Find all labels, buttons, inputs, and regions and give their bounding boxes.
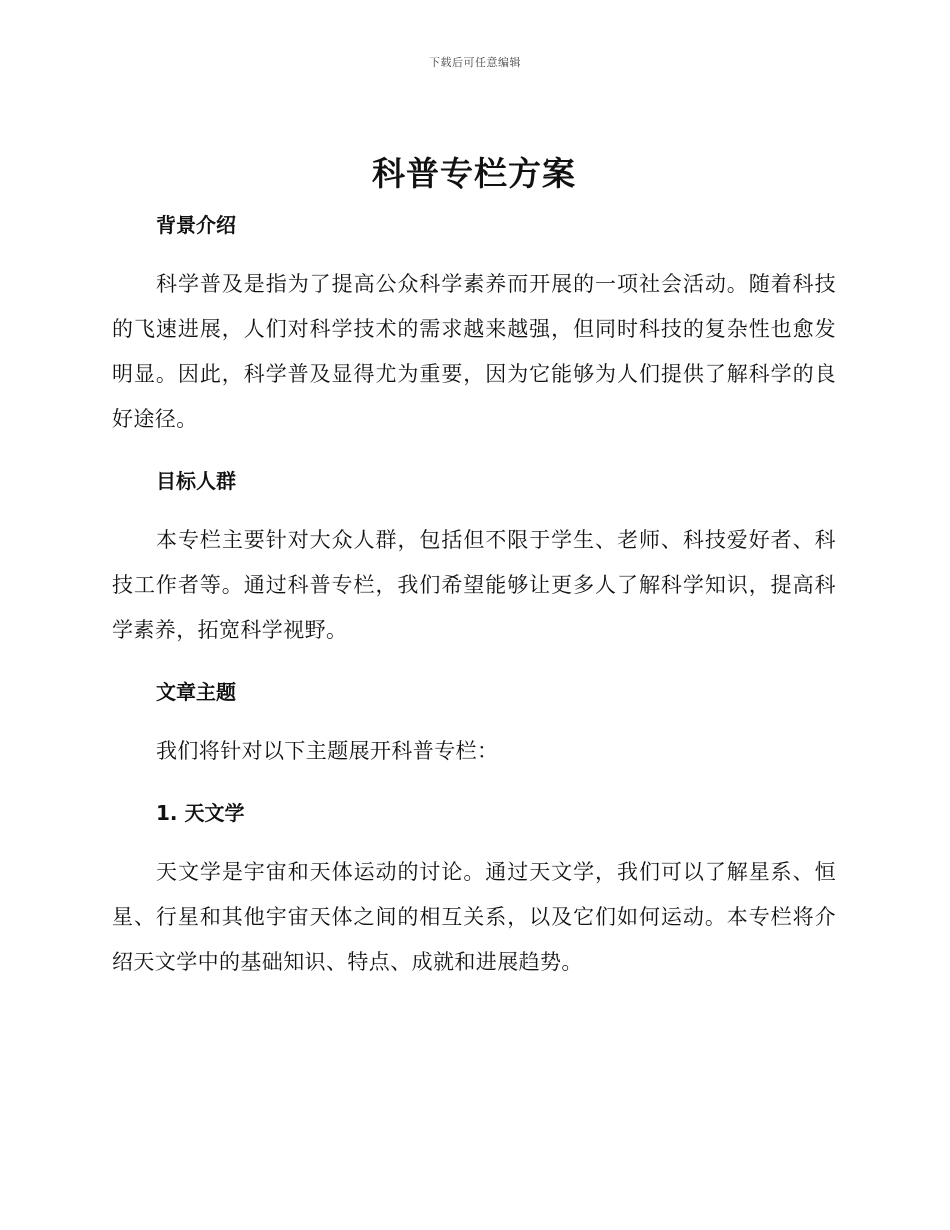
paragraph-astronomy: 天文学是宇宙和天体运动的讨论。通过天文学，我们可以了解星系、恒星、行星和其他宇宙天体之间的相互关系，以及它们如何运动。本专栏将介绍天文学中的基础知识、特点、成就和进展趋势。: [112, 860, 836, 974]
spacer: [112, 828, 836, 850]
spacer: [112, 496, 836, 518]
section-heading-background: 背景介绍: [156, 213, 236, 237]
section-heading-astronomy: 1. 天文学: [156, 801, 245, 825]
document-body: [112, 152, 836, 985]
spacer: [112, 240, 836, 262]
section-heading-target-audience: 目标人群: [156, 469, 236, 493]
document-title: 科普专栏方案: [372, 154, 576, 193]
paragraph-background: 科学普及是指为了提高公众科学素养而开展的一项社会活动。随着科技的飞速进展，人们对科学技术的需求越来越强，但同时科技的复杂性也愈发明显。因此，科学普及显得尤为重要，因为它能够为人们提供了解科学的良好途径。: [112, 272, 836, 431]
spacer: [112, 707, 836, 729]
section-heading-article-topics: 文章主题: [156, 680, 236, 704]
page-header-note: 下载后可任意编辑: [429, 56, 521, 69]
paragraph-article-topics: 我们将针对以下主题展开科普专栏：: [156, 739, 499, 763]
spacer: [112, 442, 836, 466]
spacer: [112, 653, 836, 677]
paragraph-target-audience: 本专栏主要针对大众人群，包括但不限于学生、老师、科技爱好者、科技工作者等。通过科普专栏，我们希望能够让更多人了解科学知识，提高科学素养，拓宽科学视野。: [112, 528, 836, 642]
spacer: [112, 774, 836, 798]
